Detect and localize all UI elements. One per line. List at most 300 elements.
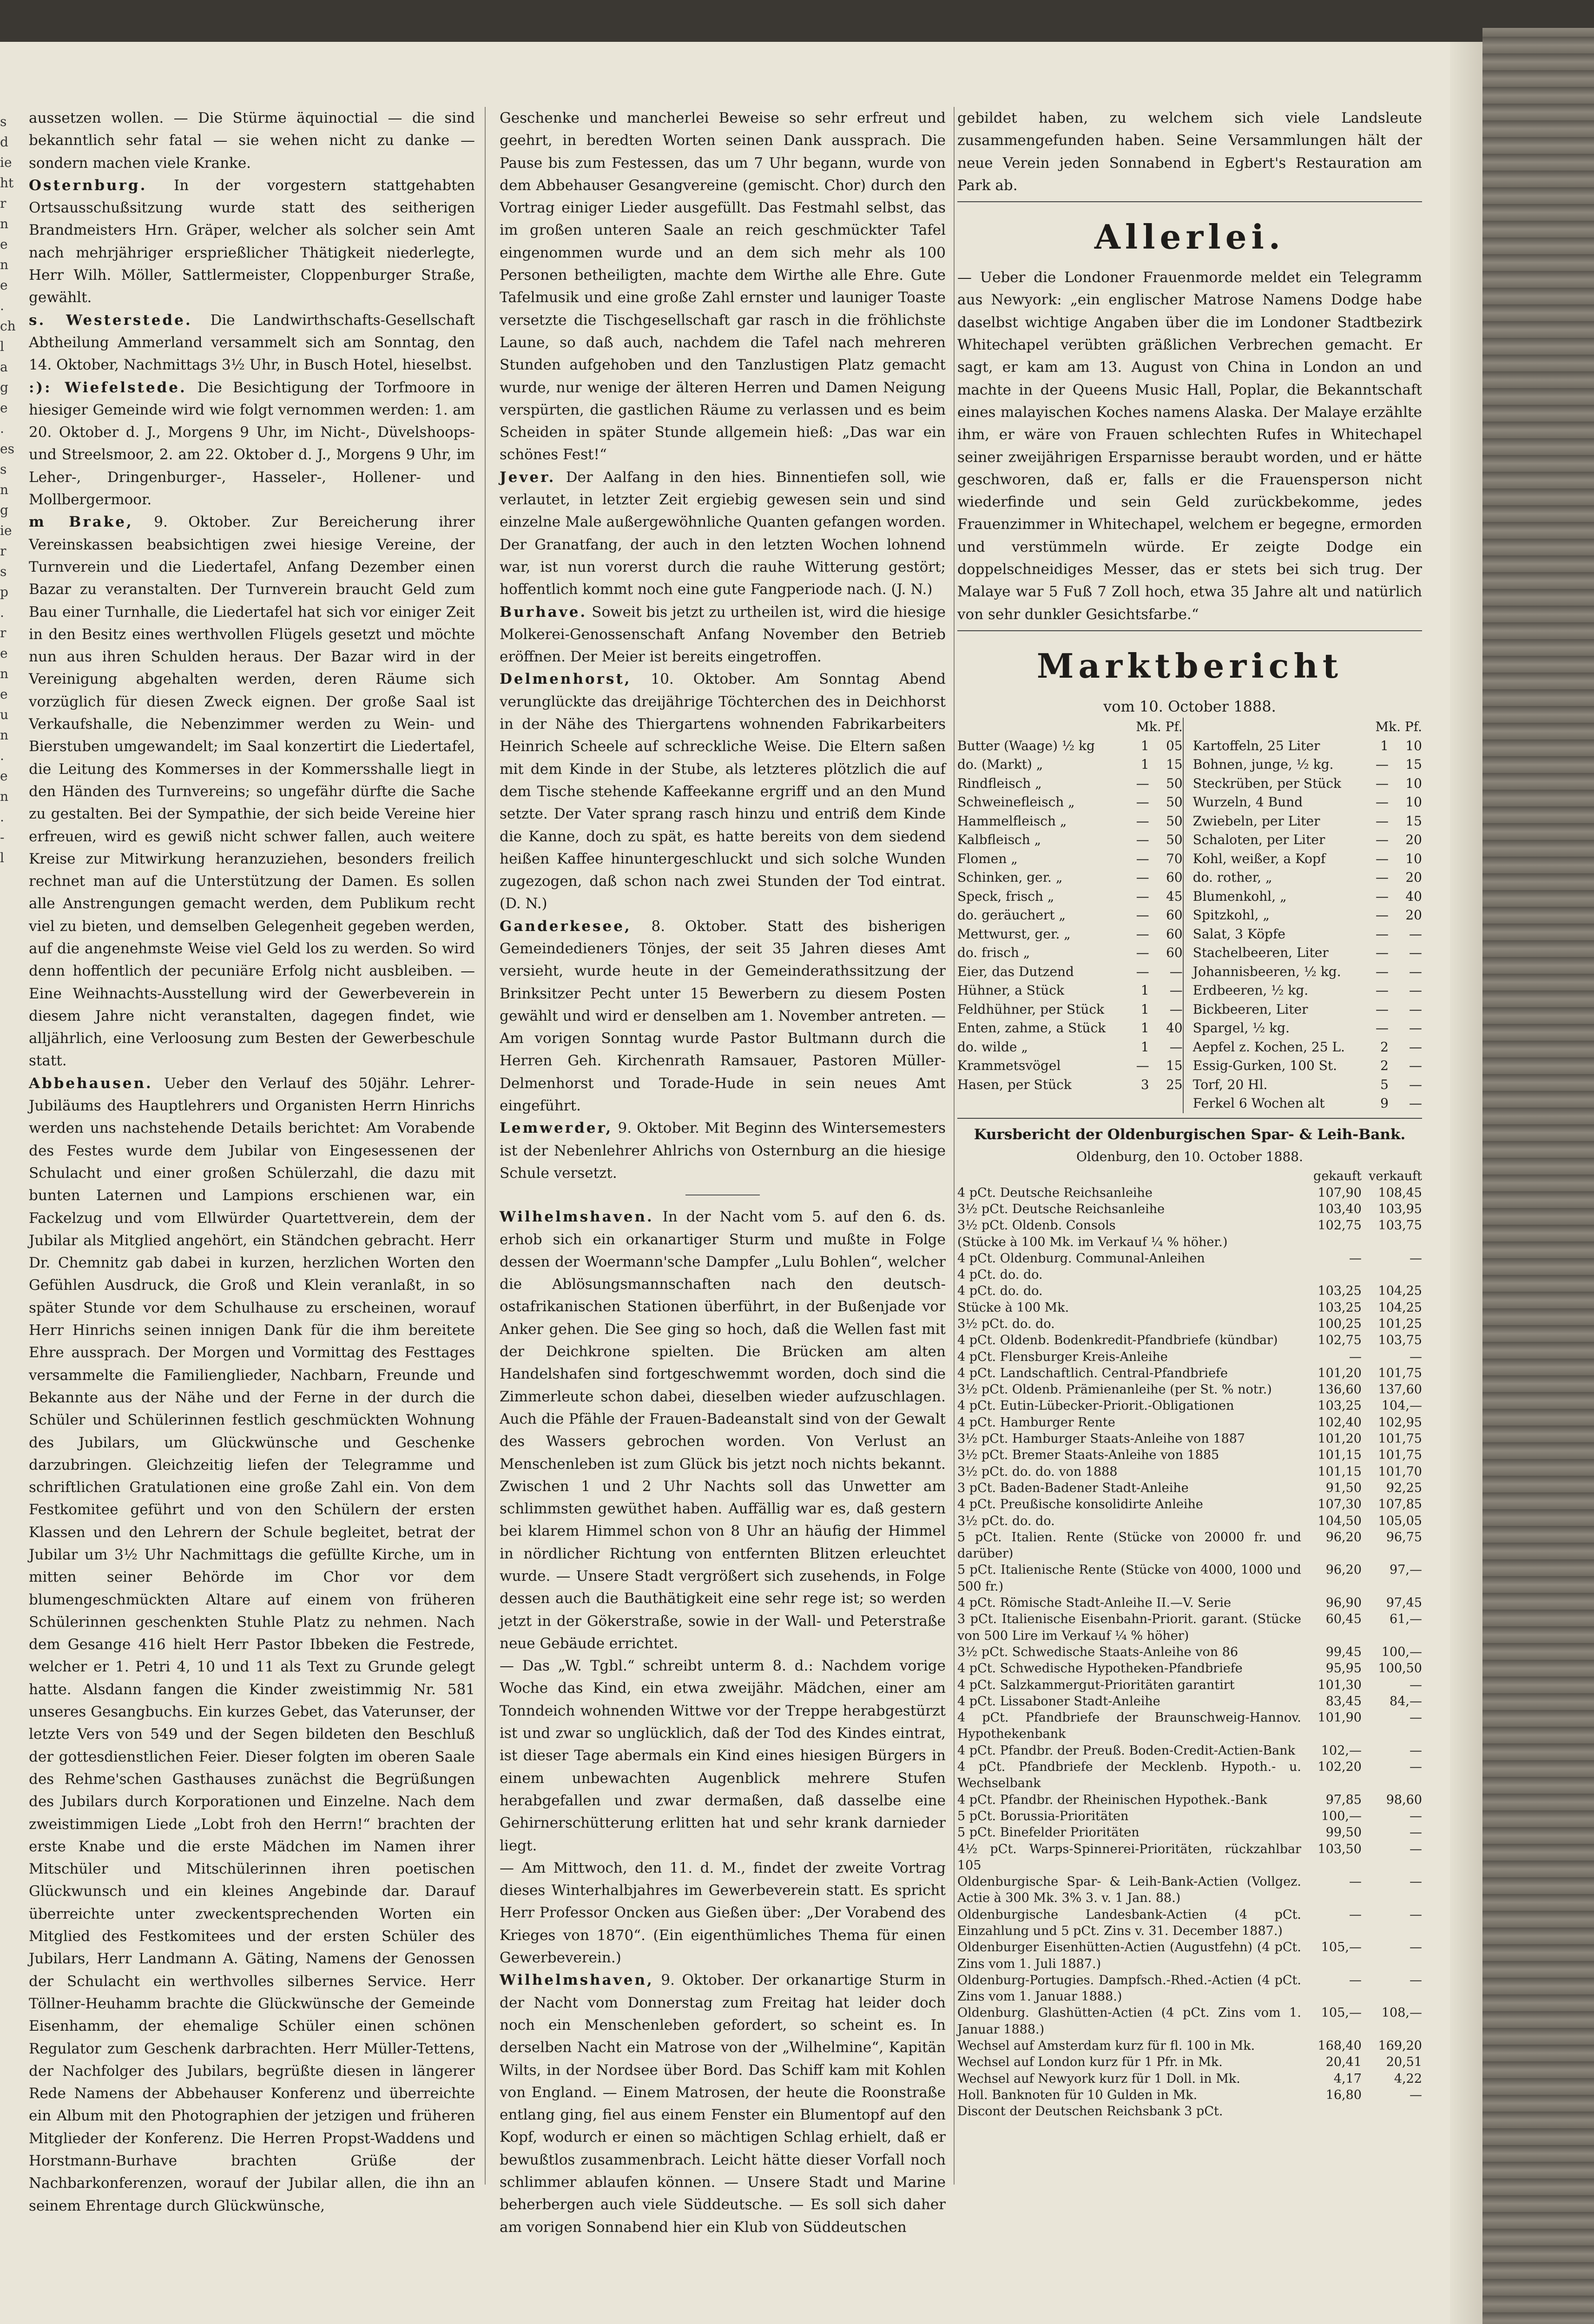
market-pfennig: —	[1409, 1001, 1422, 1017]
market-row	[957, 868, 1422, 887]
market-mark: —	[1376, 813, 1389, 829]
article-place: Osternburg.	[29, 177, 147, 194]
kurs-row	[957, 2103, 1422, 2119]
market-row	[957, 1076, 1422, 1095]
kurs-sold: 97,45	[1386, 1596, 1422, 1611]
kurs-sold	[1362, 1267, 1422, 1283]
strip-fragment: ie	[0, 523, 12, 538]
spacer	[1183, 1056, 1193, 1076]
market-mark: 1	[1140, 1020, 1149, 1036]
kurs-bought: 107,90	[1317, 1185, 1362, 1200]
kurs-security: 4 pCt. Pfandbriefe der Mecklenb. Hypoth.- u. Wechselbank	[957, 1760, 1301, 1791]
market-pfennig: —	[1409, 1058, 1422, 1074]
kurs-bought	[1301, 1234, 1362, 1250]
market-mark: —	[1376, 1001, 1389, 1017]
kurs-bought: —	[1349, 1875, 1362, 1889]
market-mark: —	[1136, 964, 1149, 979]
kurs-bought: 104,50	[1317, 1513, 1362, 1528]
kurs-row	[957, 1792, 1422, 1808]
kurs-sold: —	[1410, 1973, 1422, 1987]
kurs-sold: 61,—	[1390, 1612, 1422, 1627]
kurs-row	[957, 1316, 1422, 1332]
kurs-col-bought: gekauft	[1313, 1169, 1362, 1184]
strip-fragment: r	[0, 196, 7, 211]
kurs-sold: 84,—	[1390, 1694, 1422, 1709]
strip-fragment: u	[0, 707, 9, 722]
strip-fragment: es	[0, 441, 14, 456]
spacer	[1183, 737, 1193, 756]
market-mark: 5	[1380, 1076, 1389, 1092]
kurs-security: 3½ pCt. Oldenb. Prämienanleihe (per St. % notr.)	[957, 1382, 1272, 1397]
kurs-row	[957, 1562, 1422, 1595]
kurs-bought: 105,—	[1321, 1940, 1362, 1955]
kurs-row	[957, 1595, 1422, 1611]
kurs-row	[957, 2071, 1422, 2087]
kurs-bought: 136,60	[1317, 1382, 1362, 1397]
market-item: Torf, 20 Hl.	[1192, 1076, 1268, 1092]
kurs-table	[957, 1168, 1422, 2119]
column-rule-2	[954, 107, 955, 2185]
spacer	[1183, 925, 1193, 944]
kurs-security: 4 pCt. Oldenburg. Communal-Anleihen	[957, 1251, 1205, 1266]
market-mark: —	[1136, 794, 1149, 810]
market-mark: —	[1136, 907, 1149, 923]
market-pfennig: —	[1409, 1096, 1422, 1111]
strip-fragment: l	[0, 850, 4, 865]
market-mark: —	[1376, 775, 1389, 791]
article-place: Ganderkesee,	[500, 918, 632, 935]
market-pfennig: —	[1409, 983, 1422, 998]
article-place: :): Wiefelstede.	[29, 379, 187, 396]
kurs-row	[957, 2038, 1422, 2054]
kurs-bought: 83,45	[1325, 1694, 1362, 1709]
kurs-sold: 92,25	[1386, 1480, 1422, 1495]
market-item: do. wilde „	[957, 1039, 1028, 1055]
column-3	[957, 107, 1422, 2185]
kurs-security: 5 pCt. Italienische Rente (Stücke von 4000, 1000 und 500 fr.)	[957, 1563, 1301, 1594]
strip-fragment: e	[0, 646, 8, 661]
market-item: Wurzeln, 4 Bund	[1192, 794, 1303, 810]
kurs-bought: 103,50	[1317, 1842, 1362, 1856]
kurs-row	[957, 1841, 1422, 1874]
kurs-sold: —	[1410, 2087, 1422, 2102]
market-mark: —	[1136, 1058, 1149, 1074]
kurs-sold: 103,75	[1378, 1218, 1422, 1233]
article-place: Burhave.	[500, 603, 587, 621]
kurs-bought: 103,25	[1317, 1399, 1362, 1413]
market-pfennig: 15	[1405, 757, 1422, 772]
kurs-sold: 169,20	[1378, 2039, 1422, 2053]
market-mark: —	[1376, 794, 1389, 810]
article-paragraph	[500, 601, 946, 668]
kurs-security: 4 pCt. Lissaboner Stadt-Anleihe	[957, 1694, 1160, 1709]
kurs-sold: 98,60	[1386, 1792, 1422, 1807]
article-place: m Brake,	[29, 514, 133, 531]
market-mark: —	[1136, 813, 1149, 829]
kurs-security: 3½ pCt. do. do. von 1888	[957, 1464, 1118, 1479]
kurs-bought: 103,40	[1317, 1202, 1362, 1216]
kurs-bought: 97,85	[1325, 1792, 1362, 1807]
strip-fragment: r	[0, 625, 7, 640]
market-mark: —	[1136, 945, 1149, 961]
market-mark: 1	[1380, 738, 1389, 753]
kurs-sold	[1362, 1234, 1422, 1250]
kurs-bought: 100,—	[1321, 1809, 1362, 1823]
market-mark: 1	[1140, 757, 1149, 772]
article-place: Lemwerder,	[500, 1120, 613, 1137]
kurs-row	[957, 1939, 1422, 1972]
kurs-bought: 96,20	[1325, 1530, 1362, 1545]
strip-fragment: n	[0, 666, 9, 681]
kurs-row	[957, 1611, 1422, 1644]
kurs-security: Holl. Banknoten für 10 Gulden in Mk.	[957, 2087, 1198, 2102]
market-row	[957, 774, 1422, 793]
market-row	[957, 925, 1422, 944]
market-item: Krammetsvögel	[957, 1058, 1061, 1074]
market-pfennig: 50	[1166, 813, 1183, 829]
market-pfennig: 10	[1405, 794, 1422, 810]
kurs-sold: —	[1410, 1677, 1422, 1692]
kurs-security: Wechsel auf Newyork kurz für 1 Doll. in Mk.	[957, 2071, 1240, 2086]
kurs-bought: 60,45	[1325, 1612, 1362, 1627]
kurs-security: 4 pCt. do. do.	[957, 1268, 1043, 1282]
article-text: 9. Oktober. Zur Bereicherung ihrer Vereinskassen beabsichtigen zwei hiesige Vereine, der Turnverein und die Liedertafel, Anfang Dezember einen Bazar zu veranstalten. Der Turnverein braucht Geld zum Bau einer Turnhalle, die Liedertafel hat sich vor einiger Zeit in den Besitz eines werthvollen Flügels gesetzt und möchte nun aus ihren Schulden heraus. Der Bazar wird in der Vereinigung abgehalten werden, deren Räume sich vorzüglich für diesen Zweck eignen. Der große Saal ist Verkaufshalle, die Nebenzimmer werden zu Wein- und Bierstuben umgewandelt; im Saal konzertirt die Liedertafel, die Leitung des Kommerses in der Kommersshalle liegt in den Händen des Turnvereins; so ungefähr dürfte die Sache zu gestalten. Bei der Sympathie, der sich beide Vereine hier erfreuen, wird es gewiß nicht schwer fallen, auch weitere Kreise zur Mitwirkung heranzuziehen, besonders freilich rechnet man auf die Unterstützung der Damen. Es sollen alle Anstrengungen gemacht werden, dem Publikum recht viel zu bieten, und demselben Gelegenheit gegeben werden, auf die angenehmste Weise viel Geld los zu werden. So wird denn hoffentlich der pecuniäre Erfolg nicht ausbleiben. — Eine Weihnachts-Ausstellung wird der Gewerbeverein in diesem Jahre nicht veranstalten, dagegen findet, wie alljährlich, eine Verloosung zum Besten der Gewerbeschule statt.	[29, 514, 475, 1070]
kurs-row	[957, 1693, 1422, 1710]
market-item: Johannisbeeren, ½ kg.	[1192, 964, 1341, 979]
kurs-bought: 20,41	[1325, 2055, 1362, 2070]
market-row	[957, 737, 1422, 756]
spacer	[957, 1094, 1116, 1113]
article-paragraph	[500, 1206, 946, 1655]
strip-fragment: n	[0, 727, 9, 743]
market-pfennig: 60	[1166, 907, 1183, 923]
spacer	[1183, 1094, 1193, 1113]
markt-date: vom 10. October 1888.	[1103, 697, 1276, 715]
market-row	[957, 887, 1422, 906]
kurs-sold: 108,—	[1381, 2006, 1422, 2020]
market-mark: 2	[1380, 1058, 1389, 1074]
kurs-security: 4 pCt. Landschaftlich. Central-Pfandbriefe	[957, 1366, 1228, 1380]
spacer	[1183, 774, 1193, 793]
kurs-row	[957, 1217, 1422, 1234]
market-row	[957, 1094, 1422, 1113]
kurs-bought: 103,25	[1317, 1300, 1362, 1315]
article-paragraph	[29, 511, 475, 1072]
kurs-sold: —	[1410, 1743, 1422, 1758]
kurs-sold: 101,75	[1378, 1432, 1422, 1446]
market-row	[957, 1056, 1422, 1076]
article-place: Jever.	[500, 469, 556, 486]
kurs-sold: 96,75	[1386, 1530, 1422, 1545]
spacer	[1149, 1094, 1183, 1113]
market-pfennig: —	[1169, 1001, 1183, 1017]
market-pfennig: —	[1409, 1039, 1422, 1055]
article-text: In der vorgestern stattgehabten Ortsausschußsitzung wurde statt des seitherigen Brandmeisters Hrn. Gräper, welcher als solcher sein Amt nach mehrjähriger ersprießlicher Thätigkeit niederlegte, Herr Wilh. Möller, Sattlermeister, Cloppenburger Straße, gewählt.	[29, 177, 475, 306]
kurs-bought: —	[1349, 1251, 1362, 1266]
market-mark: —	[1376, 888, 1389, 904]
kurs-sold: —	[1410, 1809, 1422, 1823]
kurs-row	[957, 2005, 1422, 2038]
market-pfennig: 20	[1405, 870, 1422, 885]
strip-fragment: n	[0, 257, 9, 272]
market-item: Steckrüben, per Stück	[1192, 775, 1342, 791]
market-row	[957, 1019, 1422, 1038]
kurs-bought: 100,25	[1317, 1317, 1362, 1331]
strip-fragment: l	[0, 339, 4, 354]
market-item: Hasen, per Stück	[957, 1076, 1072, 1092]
kurs-bought: —	[1349, 1973, 1362, 1987]
article-text: Der Aalfang in den hies. Binnentiefen soll, wie verlautet, in letzter Zeit ergiebig gewesen sein und sind einzelne Male außergewöhnliche Quanten gefangen worden. Der Granatfang, der auch in den letzten Wochen lohnend war, ist nun vorerst durch die rauhe Witterung gestört; hoffentlich kommt noch eine gute Fangperiode nach. (J. N.)	[500, 469, 946, 598]
article-place: s. Westerstede.	[29, 311, 192, 329]
market-pfennig: 20	[1405, 907, 1422, 923]
market-mark: —	[1376, 851, 1389, 866]
spacer	[1183, 850, 1193, 869]
article-text: 8. Oktober. Statt des bisherigen Gemeindedieners Tönjes, der seit 35 Jahren dieses Amt versieht, wurde heute in der Gemeinderathssitzung der Brinksitzer Pecht unter 15 Bewerbern zu diesem Posten gewählt und wird er denselben am 1. November antreten. — Am vorigen Sonntag wurde Pastor Bultmann durch die Herren Geh. Kirchenrath Ramsauer, Pastoren Müller-Delmenhorst und Torade-Hude in sein neues Amt eingeführt.	[500, 918, 946, 1115]
market-pfennig: 15	[1405, 813, 1422, 829]
kurs-security: 4 pCt. Römische Stadt-Anleihe II.—V. Serie	[957, 1596, 1232, 1611]
kurs-bought: 101,30	[1317, 1677, 1362, 1692]
article-text: Ueber den Verlauf des 50jähr. Lehrer-Jubiläums des Hauptlehrers und Organisten Herrn Hinrichs werden uns nachstehende Details berichtet: Am Vorabende des Festes wurde dem Jubilar von Eingesessenen der Schulacht und einer großen Schülerzahl, die dazu mit bunten Laternen und Lampions erschienen war, ein Fackelzug und vom Ellwürder Quartettverein, dem der Jubilar als Mitglied angehört, ein Ständchen gebracht. Herr Dr. Chemnitz gab dabei in kurzen, herzlichen Worten den Gefühlen Ausdruck, die Groß und Klein veranlaßt, in so später Stunde vor dem Schulhause zu erscheinen, worauf Herr Hinrichs seinen innigen Dank für die ihm bereitete Ehre aussprach. Der Morgen und Vormittag des Festtages versammelte die Familienglieder, Nachbarn, Freunde und Bekannte aus der Nähe und der Ferne in der durch die Schüler und Schülerinnen festlich geschmückten Wohnung des Jubilars, um Glückwünsche und Geschenke darzubringen. Gleichzeitig liefen der Telegramme und schriftlichen Gratulationen eine große Zahl ein. Von dem Festkomitee geführt und von den Schülern der ersten Klassen und den Lehrern der Schule begleitet, betrat der Jubilar um 3½ Uhr Nachmittags die gefüllte Kirche, um in mitten seiner Behörde im Chor vor dem blumengeschmückten Altare auf einem von früheren Schülerinnen geschenkten Stuhle Platz zu nehmen. Nach dem Gesange 416 hielt Herr Pastor Ibbeken die Festrede, welcher er 1. Petri 4, 10 und 11 als Text zu Grunde gelegt hatte. Alsdann fangen die Kinder zweistimmig Nr. 581 unseres Gesangbuchs. Ein kurzes Gebet, das Vaterunser, der letzte Vers von 549 und der Segen bildeten den Beschluß der gottesdienstlichen Feier. Dieser folgten im oberen Saale des Rehme'schen Gasthauses zunächst die Begrüßungen des Jubilars durch Korporationen und Einzelne. Nach dem zweistimmigen Liede „Lobt froh den Herrn!“ brachten der erste Knabe und die erste Mädchen im Namen ihrer Mitschüler und Mitschülerinnen ihren poetischen Glückwunsch und ein kleines Angebinde dar. Darauf überreichte unter zweckentsprechenden Worten ein Mitglied des Festkomitees und der ersten Schüler des Jubilars, Herr Landmann A. Gäting, Namens der Genossen der Schulacht ein werthvolles silbernes Service. Herr Töllner-Heuhamm brachte die Glückwünsche der Gemeinde Eisenhamm, der ehemalige Schüler einen schönen Regulator zum Geschenk darbrachten. Herr Müller-Tettens, der Nachfolger des Jubilars, begrüßte diesen in längerer Rede Namens der Abbehauser Konferenz und überreichte ein Album mit den Photographien der jetzigen und früheren Mitglieder der Konferenz. Die Herren Propst-Waddens und Horstmann-Burhave brachten Grüße der Nachbarkonferenzen, worauf der Jubilar allen, die ihn an seinem Ehrentage durch Glückwünsche,	[29, 1075, 475, 2214]
spacer	[1183, 1076, 1193, 1095]
article-paragraph	[29, 1072, 475, 2217]
kurs-sold: —	[1410, 1940, 1422, 1955]
spacer	[1183, 868, 1193, 887]
market-pfennig: 60	[1166, 945, 1183, 961]
kurs-security: Oldenburger Eisenhütten-Actien (Augustfehn) (4 pCt. Zins vom 1. Juli 1887.)	[957, 1940, 1301, 1971]
kurs-header	[957, 1168, 1422, 1184]
divider	[957, 201, 1422, 202]
kurs-row	[957, 1267, 1422, 1283]
kurs-row	[957, 1447, 1422, 1463]
article-paragraph	[500, 466, 946, 601]
spacer	[1183, 831, 1193, 850]
kurs-row	[957, 1972, 1422, 2005]
kurs-bought	[1301, 1267, 1362, 1283]
kurs-bought: 101,20	[1317, 1366, 1362, 1380]
article-text: 10. Oktober. Am Sonntag Abend verunglückte das dreijährige Töchterchen des in Deichhorst in der Nähe des Thiergartens wohnenden Fabrikarbeiters Heinrich Scheele auf schreckliche Weise. Die Eltern saßen mit dem Kinde in der Stube, als letzteres plötzlich die auf dem Tische stehende Kaffeekanne ergriff und an den Mund setzte. Der Vater sprang rasch hinzu und entriß dem Kinde die Kanne, doch zu spät, es hatte bereits von dem siedend heißen Kaffee hinuntergeschluckt und sich solche Wunden zugezogen, daß schon nach zwei Stunden der Tod eintrat. (D. N.)	[500, 671, 946, 912]
kurs-bought: 105,—	[1321, 2006, 1362, 2020]
market-row	[957, 793, 1422, 812]
kurs-bought: 4,17	[1333, 2071, 1362, 2086]
spacer	[1183, 1019, 1193, 1038]
market-pfennig: 15	[1166, 757, 1183, 772]
kurs-bought: 99,45	[1325, 1644, 1362, 1659]
kurs-sold: 104,—	[1381, 1399, 1422, 1413]
market-row	[957, 812, 1422, 831]
strip-fragment: g	[0, 502, 8, 518]
market-row	[957, 1038, 1422, 1057]
market-mark: 1	[1140, 738, 1149, 753]
strip-fragment: .	[0, 809, 4, 825]
kurs-row	[957, 1464, 1422, 1480]
strip-fragment: s	[0, 462, 7, 477]
strip-fragment: e	[0, 687, 8, 702]
market-item: Aepfel z. Kochen, 25 L.	[1192, 1039, 1345, 1055]
kurs-row	[957, 1759, 1422, 1792]
article-text: 9. Oktober. Der orkanartige Sturm in der Nacht vom Donnerstag zum Freitag hat leider doch noch ein Menschenleben gefordert, so scheint es. In derselben Nacht ein Matrose von der „Wilhelmine“, Kapitän Wilts, in der Nordsee über Bord. Das Schiff kam mit Kohlen von England. — Einem Matrosen, der heute die Roonstraße entlang ging, fiel aus einem Fenster ein Blumentopf auf den Kopf, wodurch er einen so mächtigen Schlag erhielt, daß er bewußtlos zusammenbrach. Leicht hätte dieser Vorfall noch schlimmer ablaufen können. — Unsere Stadt und Marine beherbergen auch viele Süddeutsche. — Es soll sich daher am vorigen Sonnabend hier ein Klub von Süddeutschen	[500, 1972, 946, 2236]
kurs-bought: 96,20	[1325, 1563, 1362, 1578]
kurs-security: 5 pCt. Italien. Rente (Stücke von 20000 fr. und darüber)	[957, 1530, 1301, 1561]
kurs-security: Wechsel auf London kurz für 1 Pfr. in Mk.	[957, 2055, 1223, 2070]
market-item: Eier, das Dutzend	[957, 964, 1074, 979]
kurs-row	[957, 2054, 1422, 2070]
market-pfennig: 60	[1166, 926, 1183, 942]
spacer	[1183, 963, 1193, 982]
kurs-sold: 97,—	[1390, 1563, 1422, 1578]
strip-fragment: e	[0, 277, 8, 293]
kurs-security: 3½ pCt. Deutsche Reichsanleihe	[957, 1202, 1165, 1216]
kurs-security: 3½ pCt. Schwedische Staats-Anleihe von 86	[957, 1644, 1238, 1659]
kurs-sold: 104,25	[1378, 1284, 1422, 1299]
strip-fragment: ch	[0, 318, 16, 334]
kurs-row	[957, 1381, 1422, 1398]
market-pfennig: —	[1409, 964, 1422, 979]
kurs-row	[957, 1824, 1422, 1841]
kurs-security: 4 pCt. Pfandbr. der Preuß. Boden-Credit-Actien-Bank	[957, 1743, 1296, 1758]
spacer	[957, 718, 1116, 737]
article-place: Wilhelmshaven.	[500, 1208, 654, 1226]
kurs-sold: 100,50	[1378, 1661, 1422, 1676]
strip-fragment: .	[0, 605, 4, 620]
column-rule-1	[485, 107, 486, 2185]
allerlei-text: — Ueber die Londoner Frauenmorde meldet ein Telegramm aus Newyork: „ein englischer Matrose Namens Dodge habe daselbst wichtige Angaben über die im Londoner Stadtbezirk Whitechapel verübten gräßlichen Verbrechen gemacht. Er sagt, er kam am 13. August von China in London an und machte in der Queens Music Hall, Poplar, die Bekanntschaft eines malayischen Koches namens Alaska. Der Malaye erzählte ihm, er wäre von Frauen schlechten Rufes in Whitechapel seiner zweijährigen Ersparnisse beraubt worden, und er hätte geschworen, daß er, falls er die Frauensperson nicht wiederfinde und sein Geld zurückbekomme, jedes Frauenzimmer in Whitechapel, welchem er begegne, ermorden und verstümmeln würde. Er zeigte Dodge ein doppelschneidiges Messer, das er stets bei sich trug. Der Malaye war 5 Fuß 7 Zoll hoch, etwa 35 Jahre alt und natürlich von sehr dunkler Gesichtsfarbe.“	[957, 269, 1422, 623]
market-pfennig: —	[1169, 983, 1183, 998]
market-item: do. geräuchert „	[957, 907, 1066, 923]
kurs-bought: 102,40	[1317, 1415, 1362, 1430]
article-paragraph	[500, 915, 946, 1117]
article-place: Delmenhorst,	[500, 671, 632, 688]
kurs-security: Oldenburgische Landesbank-Actien (4 pCt. Einzahlung und 5 pCt. Zins v. 31. December 1887.)	[957, 1907, 1301, 1938]
market-row	[957, 906, 1422, 925]
market-item: Stachelbeeren, Liter	[1192, 945, 1329, 961]
market-item: Flomen „	[957, 851, 1018, 866]
article-text: Die Besichtigung der Torfmoore in hiesiger Gemeinde wird wie folgt vernommen werden: 1. am 20. Oktober d. J., Morgens 9 Uhr, im Nicht-, Düvelshoops- und Streelsmoor, 2. am 22. Oktober d. J., Morgens 9 Uhr, im Leher-, Dringenburger-, Hasseler-, Hollener- und Mollbergermoor.	[29, 379, 475, 508]
article-paragraph	[500, 1117, 946, 1184]
kurs-col-sold: verkauft	[1369, 1169, 1422, 1184]
article-paragraph	[29, 309, 475, 376]
kurs-bought: 168,40	[1317, 2039, 1362, 2053]
column-1	[29, 107, 475, 2214]
market-pfennig: 50	[1166, 794, 1183, 810]
kurs-row	[957, 1414, 1422, 1431]
divider	[957, 1118, 1422, 1119]
market-pfennig: —	[1409, 1076, 1422, 1092]
kurs-security: 4 pCt. Flensburger Kreis-Anleihe	[957, 1349, 1168, 1364]
kurs-sold: 101,25	[1378, 1317, 1422, 1331]
unit-header: Mk. Pf.	[1136, 719, 1183, 735]
kurs-security: Oldenburg. Glashütten-Actien (4 pCt. Zins vom 1. Januar 1888.)	[957, 2006, 1301, 2037]
market-item: do. (Markt) „	[957, 757, 1043, 772]
article-paragraph: — Das „W. Tgbl.“ schreibt unterm 8. d.: Nachdem vorige Woche das Kind, ein etwa zweijähr. Mädchen, einer am Tonndeich wohnenden Wittwe vor der Treppe herabgestürzt ist und zwar so unglücklich, daß der Tod des Kindes eintrat, ist dieser Tage abermals ein Kind eines hiesigen Bürgers in einem unbewachten Augenblick mehrere Stufen herabgefallen und zwar dermaßen, daß dasselbe eine Gehirnerschütterung erlitten hat und sehr krank darnieder liegt.	[500, 1657, 946, 1854]
kurs-row	[957, 1185, 1422, 1201]
unit-header: Mk. Pf.	[1375, 719, 1422, 735]
market-pfennig: 50	[1166, 775, 1183, 791]
market-item: Schaloten, per Liter	[1192, 832, 1325, 848]
market-item: Speck, frisch „	[957, 888, 1054, 904]
kurs-security: 3 pCt. Italienische Eisenbahn-Priorit. garant. (Stücke von 500 Lire im Verkauf ¼ % höher)	[957, 1612, 1301, 1643]
market-pfennig: 20	[1405, 832, 1422, 848]
kurs-security: Oldenburgische Spar- & Leih-Bank-Actien (Vollgez. Actie à 300 Mk. 3% 3. v. 1 Jan. 88.)	[957, 1875, 1301, 1906]
kurs-row	[957, 1529, 1422, 1562]
kurs-row	[957, 1250, 1422, 1267]
article-place: Wilhelmshaven,	[500, 1972, 654, 1989]
strip-fragment: s	[0, 114, 7, 129]
market-row	[957, 850, 1422, 869]
strip-fragment: s	[0, 564, 7, 579]
market-pfennig: —	[1169, 1039, 1183, 1055]
kurs-row	[957, 1710, 1422, 1743]
spacer	[1183, 812, 1193, 831]
markt-title: Marktbericht	[1036, 646, 1343, 686]
article-paragraph: — Am Mittwoch, den 11. d. M., findet der zweite Vortrag dieses Winterhalbjahres im Gewerbeverein statt. Es spricht Herr Professor Oncken aus Gießen über: „Der Vorabend des Krieges von 1870“. (Ein eigenthümliches Thema für einen Gewerbeverein.)	[500, 1859, 946, 1967]
kurs-sold: —	[1410, 1907, 1422, 1922]
market-item: Schinken, ger. „	[957, 870, 1063, 885]
market-mark: 1	[1140, 983, 1149, 998]
kurs-bought: 101,15	[1317, 1464, 1362, 1479]
market-mark: —	[1376, 983, 1389, 998]
market-pfennig: 40	[1405, 888, 1422, 904]
strip-fragment: g	[0, 380, 8, 395]
market-mark: 3	[1140, 1076, 1149, 1092]
divider	[957, 630, 1422, 631]
kurs-row	[957, 1677, 1422, 1693]
kurs-bought: 102,75	[1317, 1333, 1362, 1348]
market-item: Kartoffeln, 25 Liter	[1192, 738, 1320, 753]
strip-fragment: ie	[0, 155, 12, 170]
kurs-security: 3 pCt. Baden-Badener Stadt-Anleihe	[957, 1480, 1189, 1495]
market-item: Hühner, a Stück	[957, 983, 1064, 998]
strip-fragment: e	[0, 400, 8, 416]
market-mark: —	[1136, 775, 1149, 791]
strip-fragment: a	[0, 359, 8, 375]
market-item: Essig-Gurken, 100 St.	[1192, 1058, 1337, 1074]
kurs-security: 4 pCt. Preußische konsolidirte Anleihe	[957, 1497, 1203, 1512]
kurs-row	[957, 1743, 1422, 1759]
spacer	[1183, 906, 1193, 925]
kurs-sold: 103,75	[1378, 1333, 1422, 1348]
kurs-sold: —	[1410, 1875, 1422, 1889]
market-pfennig: 10	[1405, 851, 1422, 866]
spacer	[1183, 755, 1193, 774]
market-pfennig: 25	[1166, 1076, 1183, 1092]
market-pfennig: 15	[1166, 1058, 1183, 1074]
kurs-bought: 102,—	[1321, 1743, 1362, 1758]
market-row	[957, 755, 1422, 774]
market-row	[957, 1000, 1422, 1019]
kurs-row	[957, 1431, 1422, 1447]
article-paragraph	[500, 1969, 946, 2238]
kurs-sold: —	[1410, 1760, 1422, 1775]
kurs-security: 3½ pCt. Hamburger Staats-Anleihe von 1887	[957, 1432, 1245, 1446]
strip-fragment: .	[0, 748, 4, 763]
kurs-bought: 95,95	[1325, 1661, 1362, 1676]
kurs-security: 3½ pCt. do. do.	[957, 1513, 1055, 1528]
market-mark: —	[1376, 870, 1389, 885]
kurs-row	[957, 1201, 1422, 1217]
strip-fragment: n	[0, 482, 9, 497]
kurs-row	[957, 1349, 1422, 1365]
market-mark: —	[1136, 888, 1149, 904]
kurs-security: 3½ pCt. Bremer Staats-Anleihe von 1885	[957, 1448, 1219, 1463]
kurs-bought: 101,20	[1317, 1432, 1362, 1446]
spacer	[957, 1168, 1301, 1184]
kurs-sold: 101,75	[1378, 1448, 1422, 1463]
market-mark: —	[1376, 964, 1389, 979]
kurs-security: 3½ pCt. do. do.	[957, 1317, 1055, 1331]
kurs-sold: 101,75	[1378, 1366, 1422, 1380]
spacer	[1183, 793, 1193, 812]
market-mark: —	[1376, 832, 1389, 848]
